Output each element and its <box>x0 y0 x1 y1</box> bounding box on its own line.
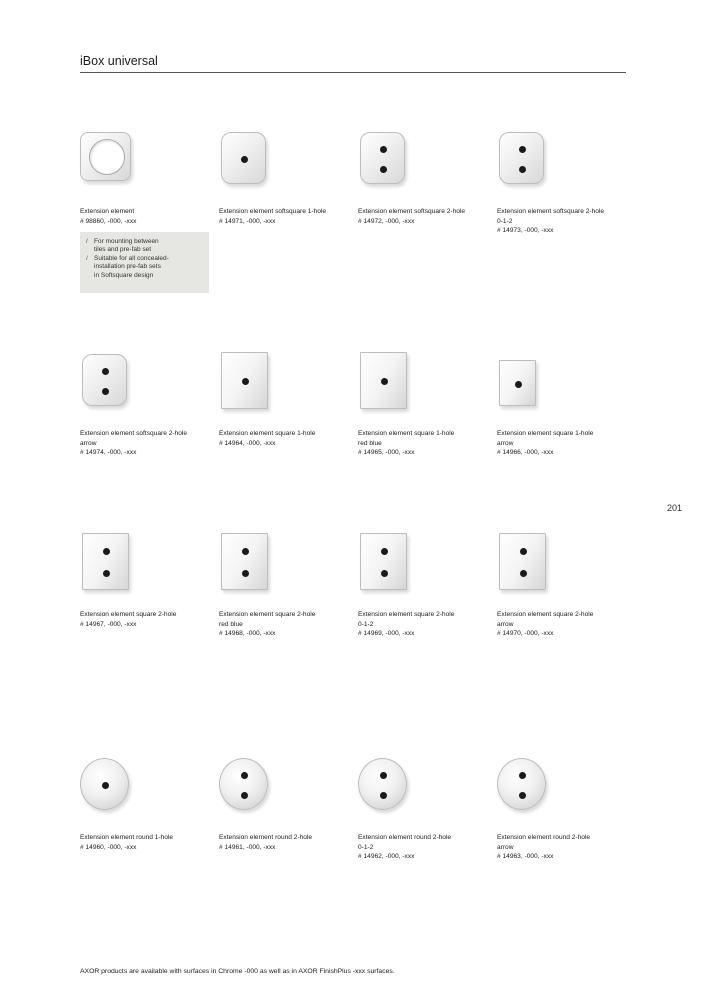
product-card <box>358 352 488 458</box>
product-name: Extension element round 2-hole <box>497 834 591 841</box>
product-card <box>358 130 488 226</box>
product-code: # 14969, -000, -xxx <box>358 630 415 638</box>
product-card <box>80 130 210 226</box>
product-caption <box>358 833 488 862</box>
title-divider <box>80 72 626 73</box>
product-caption <box>219 207 349 226</box>
product-variant: arrow <box>497 620 514 628</box>
round-2-hole-icon <box>219 756 349 826</box>
product-caption <box>497 833 627 862</box>
product-code: # 14964, -000, -xxx <box>219 439 276 447</box>
product-card <box>219 756 349 852</box>
product-code: # 14970, -000, -xxx <box>497 630 554 638</box>
product-caption <box>497 429 627 458</box>
product-name: Extension element square 2-hole <box>80 611 177 618</box>
extension-frame-icon <box>80 130 210 200</box>
product-code: # 14963, -000, -xxx <box>497 853 554 861</box>
product-variant: arrow <box>80 439 97 447</box>
round-2-hole-arrow-icon <box>497 756 627 826</box>
square-2-hole-icon <box>80 533 210 603</box>
product-code: # 14974, -000, -xxx <box>80 449 137 457</box>
square-2-hole-arrow-icon <box>497 533 627 603</box>
product-name: Extension element softsquare 2-hole <box>358 208 466 215</box>
softsquare-2-hole-icon <box>358 130 488 200</box>
product-caption <box>219 429 349 448</box>
product-caption <box>497 207 627 236</box>
footer-note: AXOR products are available with surfaces in Chrome -000 as well as in AXOR FinishPlus -xxx surfaces. <box>80 968 395 975</box>
product-code: # 14971, -000, -xxx <box>219 217 276 225</box>
product-name: Extension element square 2-hole <box>358 611 455 618</box>
product-code: # 14968, -000, -xxx <box>219 630 276 638</box>
product-code: # 14966, -000, -xxx <box>497 449 554 457</box>
product-code: # 14973, -000, -xxx <box>497 227 554 235</box>
round-1-hole-icon <box>80 756 210 826</box>
product-name: Extension element softsquare 2-hole <box>497 208 605 215</box>
product-name: Extension element square 2-hole <box>219 611 316 618</box>
softsquare-2-hole-arrow-icon <box>80 352 210 422</box>
product-name: Extension element square 1-hole <box>219 430 316 437</box>
product-name: Extension element square 1-hole <box>497 430 594 437</box>
product-code: # 14965, -000, -xxx <box>358 449 415 457</box>
product-card <box>358 756 488 862</box>
product-card <box>497 533 627 639</box>
product-variant: red blue <box>358 439 382 447</box>
square-1-hole-red-blue-icon <box>358 352 488 422</box>
product-code: # 14961, -000, -xxx <box>219 843 276 851</box>
product-card <box>219 352 349 448</box>
product-caption <box>80 207 210 226</box>
product-name: Extension element softsquare 1-hole <box>219 208 327 215</box>
product-card <box>80 352 210 458</box>
product-card <box>497 756 627 862</box>
product-name: Extension element square 2-hole <box>497 611 594 618</box>
page-title: iBox universal <box>80 54 158 68</box>
square-2-hole-012-icon <box>358 533 488 603</box>
product-code: # 14967, -000, -xxx <box>80 620 137 628</box>
product-card <box>497 352 627 458</box>
product-code: # 14960, -000, -xxx <box>80 843 137 851</box>
softsquare-2-hole-012-icon <box>497 130 627 200</box>
page-number: 201 <box>667 503 683 513</box>
product-card <box>358 533 488 639</box>
feature-note <box>80 232 209 293</box>
product-variant: 0-1-2 <box>358 843 374 851</box>
product-name: Extension element round 1-hole <box>80 834 174 841</box>
product-variant: arrow <box>497 843 514 851</box>
product-variant: arrow <box>497 439 514 447</box>
product-variant: 0-1-2 <box>358 620 374 628</box>
product-card <box>219 533 349 639</box>
product-card <box>497 130 627 236</box>
product-caption <box>80 429 210 458</box>
product-variant: red blue <box>219 620 243 628</box>
square-1-hole-icon <box>219 352 349 422</box>
product-caption <box>80 610 210 629</box>
product-name: Extension element <box>80 208 135 215</box>
product-caption <box>358 429 488 458</box>
product-name: Extension element round 2-hole <box>219 834 313 841</box>
product-caption <box>497 610 627 639</box>
product-code: # 98860, -000, -xxx <box>80 217 137 225</box>
square-1-hole-arrow-icon <box>497 352 627 422</box>
product-variant: 0-1-2 <box>497 217 513 225</box>
square-2-hole-red-blue-icon <box>219 533 349 603</box>
product-card <box>80 533 210 629</box>
product-name: Extension element round 2-hole <box>358 834 452 841</box>
product-name: Extension element square 1-hole <box>358 430 455 437</box>
product-caption <box>358 610 488 639</box>
round-2-hole-012-icon <box>358 756 488 826</box>
product-code: # 14962, -000, -xxx <box>358 853 415 861</box>
product-card <box>219 130 349 226</box>
note-item: / Suitable for all concealed- installation pre-fab sets in Softsquare design <box>86 255 209 280</box>
product-caption <box>219 610 349 639</box>
product-card <box>80 756 210 852</box>
product-caption <box>80 833 210 852</box>
product-name: Extension element softsquare 2-hole <box>80 430 188 437</box>
note-item: / For mounting between tiles and pre-fab set <box>86 238 209 255</box>
product-caption <box>358 207 488 226</box>
product-code: # 14972, -000, -xxx <box>358 217 415 225</box>
softsquare-1-hole-icon <box>219 130 349 200</box>
product-caption <box>219 833 349 852</box>
